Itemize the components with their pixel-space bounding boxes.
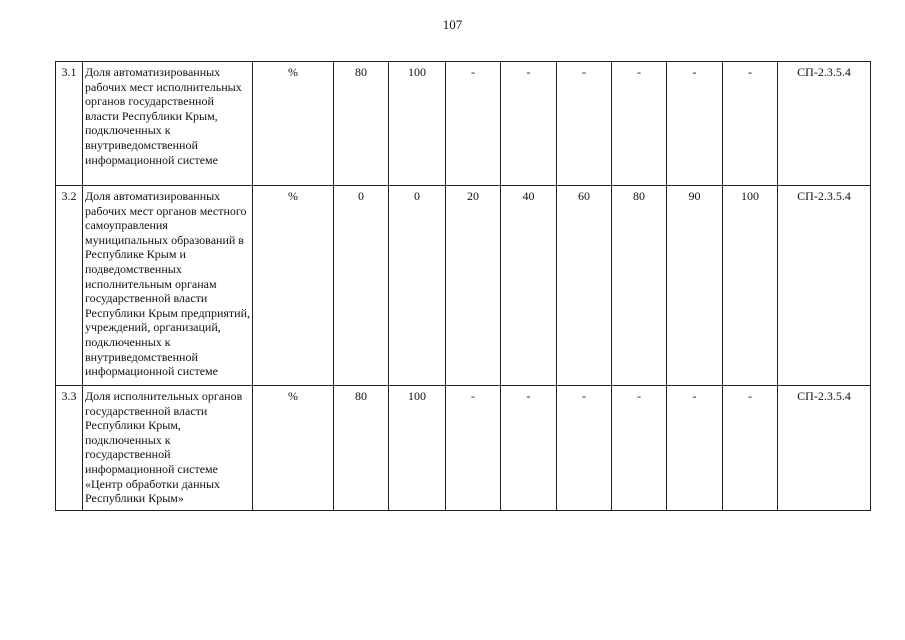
value-cell: - [667,386,723,511]
value-cell: 40 [501,186,557,386]
value-cell: 100 [389,62,446,186]
reference-cell: СП-2.3.5.4 [778,186,871,386]
value-cell: 100 [389,386,446,511]
value-cell: - [667,62,723,186]
value-cell: - [723,386,778,511]
unit-cell: % [253,386,334,511]
value-cell: 20 [446,186,501,386]
reference-cell: СП-2.3.5.4 [778,386,871,511]
value-cell: 80 [612,186,667,386]
value-cell: - [501,62,557,186]
value-cell: - [557,386,612,511]
value-cell: - [723,62,778,186]
row-number: 3.2 [56,186,83,386]
row-number: 3.1 [56,62,83,186]
table-row [56,386,871,511]
value-cell: 100 [723,186,778,386]
value-cell: 0 [389,186,446,386]
table-row [56,62,871,186]
value-cell: 60 [557,186,612,386]
value-cell: 80 [334,62,389,186]
value-cell: 90 [667,186,723,386]
indicator-name: Доля исполнительных органов государственной власти Республики Крым, подключенных к государственной информационной системе «Центр обработки данных Республики Крым» [83,386,253,511]
unit-cell: % [253,186,334,386]
value-cell: 0 [334,186,389,386]
value-cell: - [446,62,501,186]
row-number: 3.3 [56,386,83,511]
unit-cell: % [253,62,334,186]
value-cell: - [612,386,667,511]
value-cell: 80 [334,386,389,511]
indicator-name: Доля автоматизированных рабочих мест исполнительных органов государственной власти Республики Крым, подключенных к внутриведомственной информационной системе [83,62,253,186]
value-cell: - [557,62,612,186]
page-number: 107 [442,17,463,32]
reference-cell: СП-2.3.5.4 [778,62,871,186]
value-cell: - [446,386,501,511]
table-row [56,186,871,386]
value-cell: - [501,386,557,511]
indicators-table [55,61,871,511]
value-cell: - [612,62,667,186]
indicator-name: Доля автоматизированных рабочих мест органов местного самоуправления муниципальных образований в Республике Крым и подведомственных исполнительным органам государственной власти Республики Крым предприятий, учреждений, организаций, подключенных к внутриведомственной информационной системе [83,186,253,386]
